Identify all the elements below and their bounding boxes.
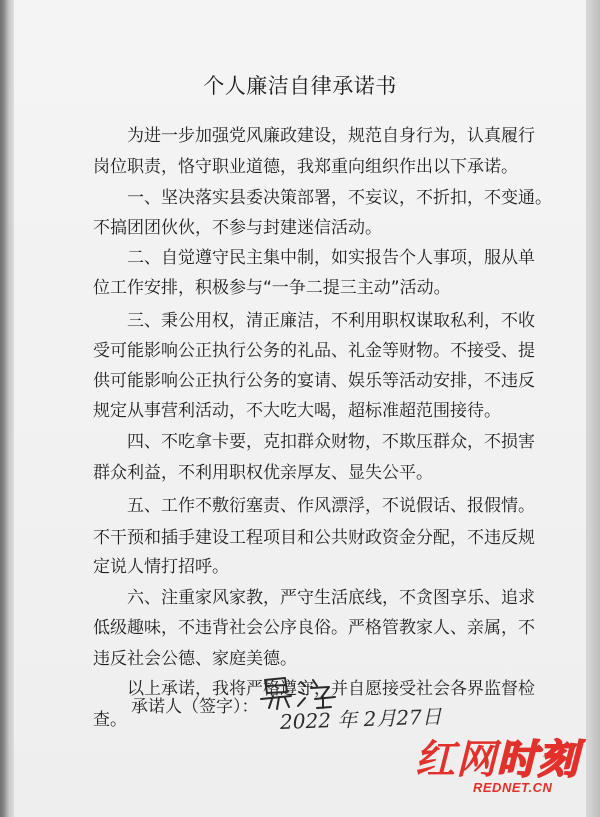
body-line: 六、注重家风家教，严守生活底线，不贪图享乐、追求: [127, 588, 535, 608]
body-line: 三、秉公用权，清正廉洁，不利用职权谋取私利，不收: [127, 311, 535, 331]
body-line: 违反社会公德、家庭美德。: [93, 649, 297, 669]
watermark-brand: [415, 728, 579, 785]
watermark-site: REDNET.CN: [473, 780, 553, 795]
body-line: 供可能影响公正执行公务的宴请、娱乐等活动安排，不违反: [93, 371, 535, 391]
body-line: 五、工作不敷衍塞责、作风漂浮，不说假话、报假情。: [127, 496, 535, 516]
body-line: 不干预和插手建设工程项目和公共财政资金分配，不违反规: [93, 528, 535, 548]
watermark-brand-part1: 红网: [415, 737, 497, 783]
body-line: 群众利益，不利用职权优亲厚友、显失公平。: [93, 463, 433, 483]
watermark-logo: [405, 728, 585, 808]
body-line: 四、不吃拿卡要，克扣群众财物，不欺压群众，不损害: [127, 432, 535, 452]
body-line: 不搞团团伙伙，不参与封建迷信活动。: [93, 218, 382, 238]
body-line: 位工作安排，积极参与“一争二提三主动”活动。: [93, 278, 451, 298]
body-line: 低级趣味，不违背社会公序良俗。严格管教家人、亲属，不: [93, 618, 535, 638]
body-line: 岗位职责，恪守职业道德，我郑重向组织作出以下承诺。: [93, 157, 518, 177]
body-line: 为进一步加强党风廉政建设，规范自身行为，认真履行: [127, 126, 535, 146]
body-line: 二、自觉遵守民主集中制，如实报告个人事项，服从单: [127, 248, 535, 268]
body-line: 一、坚决落实县委决策部署，不妄议，不折扣，不变通。: [127, 188, 552, 208]
document-title: 个人廉洁自律承诺书: [203, 74, 397, 98]
body-line: 受可能影响公正执行公务的礼品、礼金等财物。不接受、提: [93, 341, 535, 361]
watermark-brand-part2: 时刻: [497, 737, 579, 783]
body-line: 规定从事营利活动，不大吃大喝，超标准超范围接待。: [93, 401, 501, 421]
body-line: 查。: [93, 710, 127, 730]
handwritten-date: 2022 年 2月27日: [279, 704, 443, 734]
signature-label: 承诺人（签字）：: [131, 697, 259, 717]
body-line: 定说人情打招呼。: [93, 557, 229, 577]
body-line: 以上承诺，我将严格遵守，并自愿接受社会各界监督检: [127, 679, 535, 699]
